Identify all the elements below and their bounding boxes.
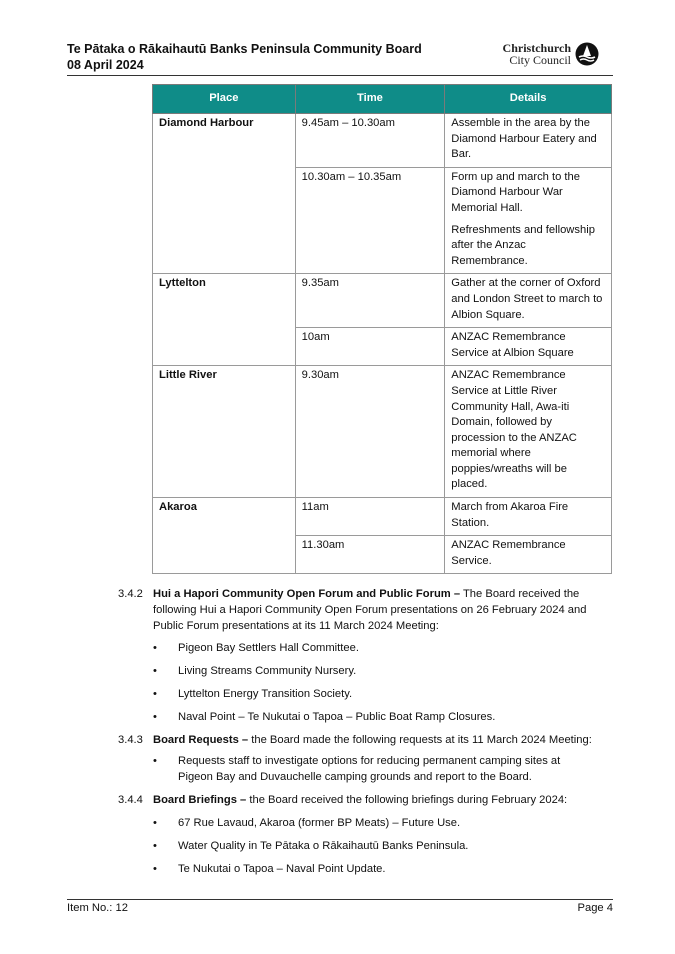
list-item: • Requests staff to investigate options for reducing permanent camping sites at Pigeon Bay and Duvauchelle camping grounds and report to the Board. [153,753,593,785]
council-emblem-icon [575,42,599,66]
document-header-title [67,41,422,73]
board-name: Te Pātaka o Rākaihautū Banks Peninsula Community Board [67,42,422,56]
details-text: ANZAC Remembrance Service. [451,539,566,567]
anzac-events-table [152,84,612,574]
details-cell [445,498,612,536]
time-cell: 11.30am [295,536,445,574]
section-text: The Board received the following Hui a Hapori Community Open Forum presentations on 26 February 2024 and Public Forum presentations at its 11 March 2024 Meeting: [153,588,587,632]
table-row [153,328,612,366]
place-cell-continued [153,536,296,574]
list-item: • 67 Rue Lavaud, Akaroa (former BP Meats) – Future Use. [153,815,593,831]
column-header-time: Time [295,85,445,114]
section-heading: Board Briefings – [153,794,247,806]
board-requests-list [153,753,593,785]
time-cell: 9.45am – 10.30am [295,114,445,168]
table-row [153,366,612,498]
column-header-place: Place [153,85,296,114]
board-briefings-list [153,815,593,877]
section-number: 3.4.2 [118,588,143,600]
place-cell: Akaroa [153,498,296,536]
list-item: • Naval Point – Te Nukutai o Tapoa – Public Boat Ramp Closures. [153,709,593,725]
details-text: Gather at the corner of Oxford and London Street to march to Albion Square. [451,277,603,321]
section-paragraph [153,732,613,748]
council-logo [497,42,601,68]
forum-presentations-list [153,640,593,725]
footer-rule [67,899,613,900]
page-number: Page 4 [577,902,613,914]
details-cell [445,167,612,274]
section-3-4-4 [118,792,613,808]
section-heading: Board Requests – [153,734,249,746]
place-cell-continued [153,328,296,366]
logo-text-line1: Christchurch [502,41,571,55]
section-number: 3.4.4 [118,794,143,806]
table-row [153,114,612,168]
place-cell: Little River [153,366,296,498]
table-row [153,536,612,574]
table-header-row [153,85,612,114]
table-row [153,167,612,274]
section-3-4-2 [118,586,613,634]
time-cell: 10.30am – 10.35am [295,167,445,274]
section-paragraph [153,792,613,808]
place-cell-continued [153,167,296,274]
details-text: Assemble in the area by the Diamond Harbour Eatery and Bar. [451,117,597,161]
list-item: • Lyttelton Energy Transition Society. [153,686,593,702]
table-row [153,274,612,328]
section-text: the Board made the following requests at its 11 March 2024 Meeting: [248,734,592,746]
details-cell [445,366,612,498]
item-number: Item No.: 12 [67,902,128,914]
list-item: • Living Streams Community Nursery. [153,663,593,679]
header-rule [67,75,613,76]
list-item: • Pigeon Bay Settlers Hall Committee. [153,640,593,656]
section-number: 3.4.3 [118,734,143,746]
details-cell [445,536,612,574]
details-text: Refreshments and fellowship after the Anzac Remembrance. [451,223,595,267]
table-row [153,498,612,536]
details-cell [445,328,612,366]
place-cell: Lyttelton [153,274,296,328]
details-text: March from Akaroa Fire Station. [451,501,569,529]
section-heading: Hui a Hapori Community Open Forum and Public Forum – [153,588,461,600]
section-3-4-3 [118,732,613,748]
section-paragraph [153,586,613,634]
details-cell [445,274,612,328]
list-item: • Water Quality in Te Pātaka o Rākaihautū Banks Peninsula. [153,838,593,854]
column-header-details: Details [445,85,612,114]
time-cell: 9.30am [295,366,445,498]
time-cell: 10am [295,328,445,366]
time-cell: 9.35am [295,274,445,328]
details-cell [445,114,612,168]
details-text: ANZAC Remembrance Service at Little River Community Hall, Awa-iti Domain, followed by procession to the ANZAC memorial where poppies/wreaths will be placed. [451,369,577,491]
list-item: • Te Nukutai o Tapoa – Naval Point Update. [153,861,593,877]
details-text: Form up and march to the Diamond Harbour War Memorial Hall. [451,170,580,214]
logo-text-line2: City Council [509,53,571,67]
details-text: ANZAC Remembrance Service at Albion Square [451,331,574,359]
meeting-date: 08 April 2024 [67,58,144,72]
time-cell: 11am [295,498,445,536]
place-cell: Diamond Harbour [153,114,296,168]
section-text: the Board received the following briefings during February 2024: [246,794,568,806]
